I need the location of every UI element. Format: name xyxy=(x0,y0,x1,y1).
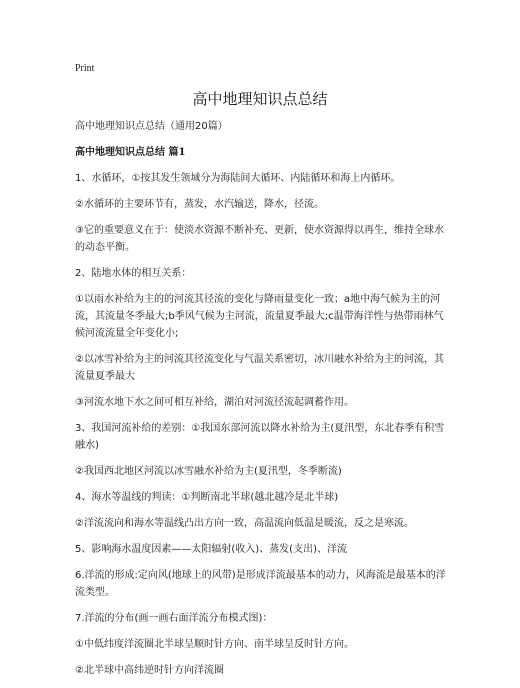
print-link[interactable]: Print xyxy=(75,63,95,74)
paragraph: 7.洋流的分布(画一画右面洋流分布模式图)： xyxy=(75,613,273,624)
paragraph: ①以雨水补给为主的的河流其径流的变化与降雨量变化一致；a地中海气候为主的河流，其流量冬季最大;b季风气候为主河流，流量夏季最大;c温带海洋性与热带雨林气候河流流量全年变化小; xyxy=(75,294,444,339)
paragraph: 2、陆地水体的相互关系： xyxy=(75,268,192,279)
paragraph: ②以冰雪补给为主的河流其径流变化与气温关系密切，冰川融水补给为主的河流，其流量夏季最大 xyxy=(75,354,444,382)
section-heading: 高中地理知识点总结 篇1 xyxy=(75,147,186,158)
paragraph: 6.洋流的形成:定向风(地球上的风带)是形成洋流最基本的动力，风海流是最基本的洋流类型。 xyxy=(75,570,446,598)
document-body xyxy=(75,118,447,688)
paragraph: 1、水循环，①按其发生领域分为海陆间大循环、内陆循环和海上内循环。 xyxy=(75,173,401,184)
paragraph: ①中低纬度洋流圈北半球呈顺时针方向、南半球呈反时针方向。 xyxy=(75,639,354,650)
paragraph: 3、我国河流补给的差别：①我国东部河流以降水补给为主(夏汛型，东北春季有积雪融水) xyxy=(75,423,445,451)
document-subtitle: 高中地理知识点总结（通用20篇） xyxy=(75,121,228,132)
paragraph: ③它的重要意义在于：使淡水资源不断补充、更新，使水资源得以再生，维持全球水的动态平衡。 xyxy=(75,225,444,253)
paragraph: 5、影响海水温度因素——太阳辐射(收入)、蒸发(支出)、洋流 xyxy=(75,544,347,555)
paragraph: ②水循环的主要环节有，蒸发，水汽输送，降水，径流。 xyxy=(75,199,324,210)
paragraph: ③河流水地下水之间可相互补给，湖泊对河流径流起调蓄作用。 xyxy=(75,397,354,408)
paragraph: ②洋流流向和海水等温线凸出方向一致，高温流向低温是暖流，反之是寒流。 xyxy=(75,518,414,529)
paragraph: 4、海水等温线的判读：①判断南北半球(越北越冷是北半球) xyxy=(75,492,339,503)
paragraph: ②我国西北地区河流以冰雪融水补给为主(夏汛型，冬季断流) xyxy=(75,466,342,477)
paragraph: ②北半球中高纬逆时针方向洋流圈 xyxy=(75,665,224,676)
document-title: 高中地理知识点总结 xyxy=(192,90,328,108)
